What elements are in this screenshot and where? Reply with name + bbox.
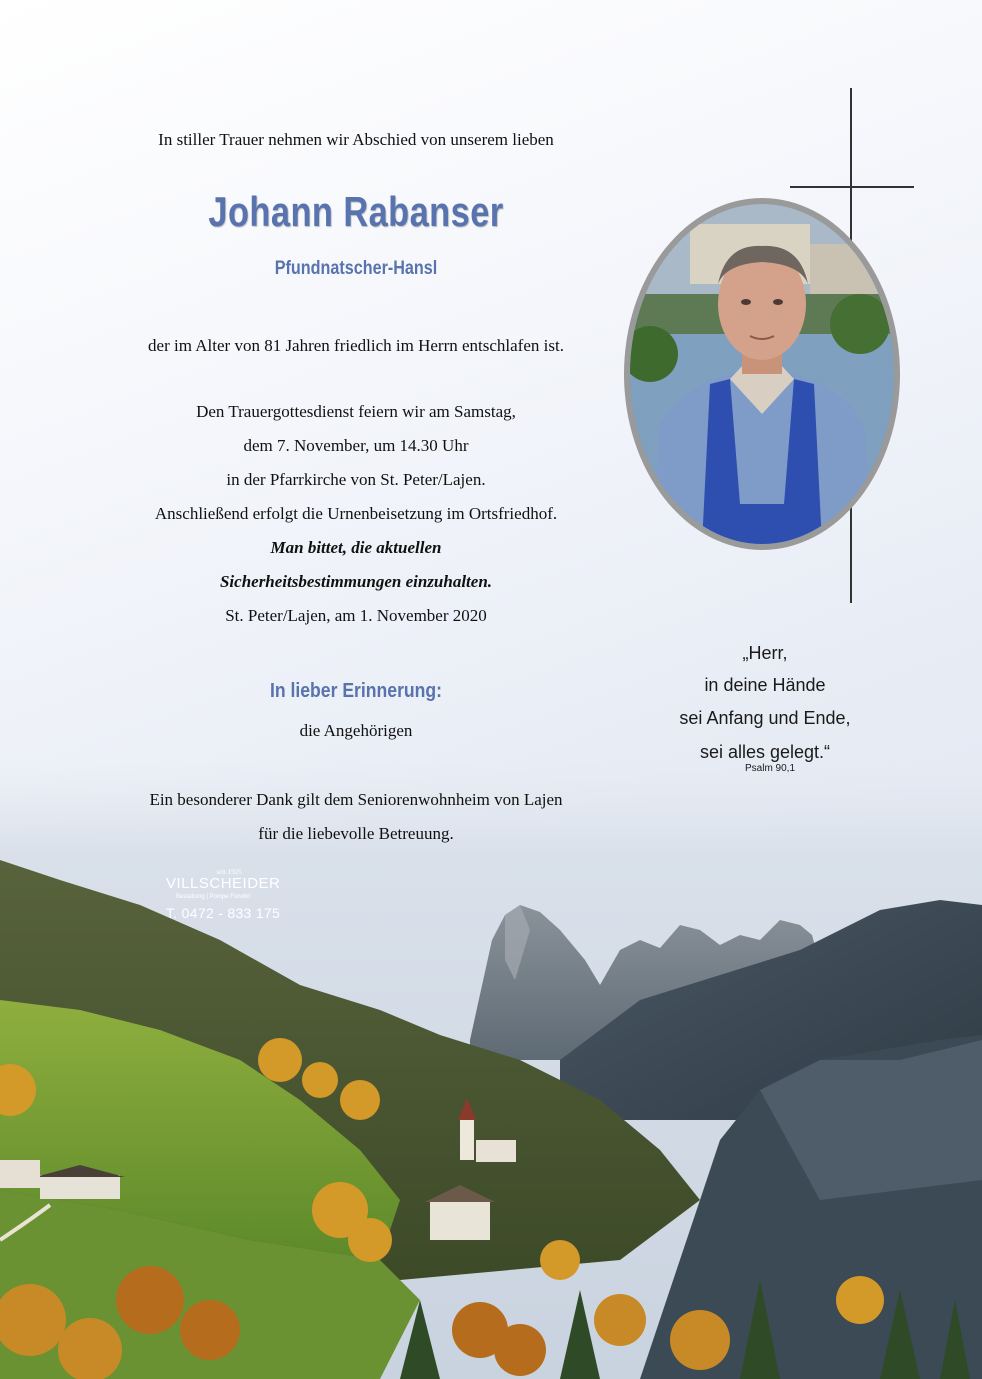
service-line: Den Trauergottesdienst feiern wir am Samstag, — [196, 402, 516, 421]
service-line: dem 7. November, um 14.30 Uhr — [243, 436, 469, 455]
service-line: Anschließend erfolgt die Urnenbeisetzung im Ortsfriedhof. — [154, 504, 558, 523]
portrait-illustration — [630, 204, 894, 544]
safety-line: Sicherheitsbestimmungen einzuhalten. — [219, 572, 493, 591]
quote-line: sei alles gelegt.“ — [699, 742, 831, 762]
funeral-home-subtitle: Bestattung | Pompe Funebri — [176, 894, 251, 900]
funeral-home-name: VILLSCHEIDER — [166, 875, 281, 892]
portrait-photo — [630, 204, 894, 544]
quote-line: sei Anfang und Ende, — [679, 708, 851, 728]
thanks-line: für die liebevolle Betreuung. — [258, 824, 454, 843]
family-signature: die Angehörigen — [299, 721, 413, 740]
deceased-name: Johann Rabanser — [208, 188, 504, 235]
intro-line: In stiller Trauer nehmen wir Abschied von unserem lieben — [158, 130, 554, 149]
funeral-home-since: seit 1925 — [216, 868, 242, 876]
place-date: St. Peter/Lajen, am 1. November 2020 — [225, 606, 487, 625]
safety-line: Man bittet, die aktuellen — [270, 538, 442, 557]
thanks-line: Ein besonderer Dank gilt dem Seniorenwohnheim von Lajen — [149, 790, 563, 809]
deceased-nickname: Pfundnatscher-Hansl — [274, 258, 438, 279]
funeral-home-phone: T. 0472 - 833 175 — [166, 905, 281, 921]
quote-line: „Herr, — [742, 643, 788, 663]
cross-horizontal-line — [790, 186, 914, 188]
remembrance-heading: In lieber Erinnerung: — [269, 680, 443, 702]
quote-source: Psalm 90,1 — [744, 763, 796, 774]
service-line: in der Pfarrkirche von St. Peter/Lajen. — [226, 470, 486, 489]
quote-line: in deine Hände — [704, 675, 826, 695]
age-line: der im Alter von 81 Jahren friedlich im Herrn entschlafen ist. — [148, 336, 564, 355]
